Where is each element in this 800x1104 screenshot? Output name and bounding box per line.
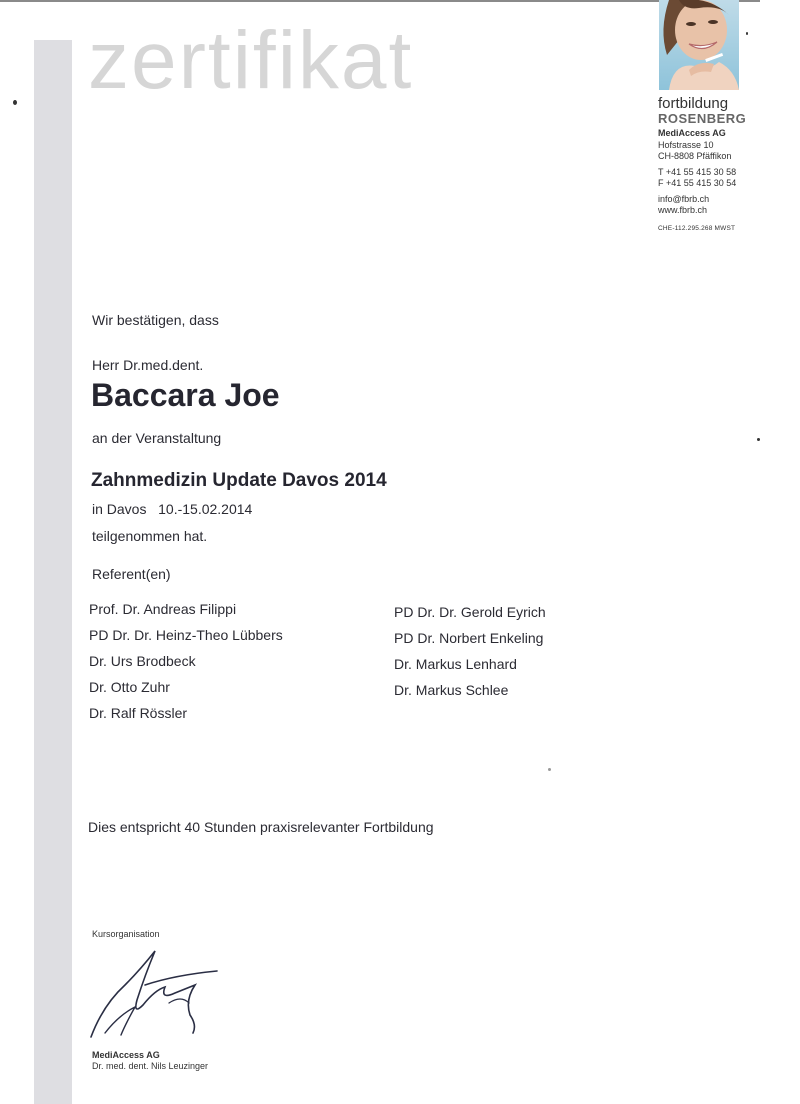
- footer-company: MediAccess AG: [92, 1050, 160, 1060]
- scan-speck: [548, 768, 551, 771]
- sidebar-band: [34, 40, 72, 1104]
- address-company: MediAccess AG: [658, 128, 726, 138]
- referent-item: PD Dr. Dr. Heinz-Theo Lübbers: [89, 627, 283, 643]
- referent-item: Dr. Ralf Rössler: [89, 705, 188, 721]
- referents-right-list: [394, 599, 546, 703]
- certificate-title: zertifikat: [88, 15, 414, 106]
- address-vat: CHE-112.295.268 MWST: [658, 224, 736, 232]
- scan-speck: [746, 32, 748, 35]
- referent-item: PD Dr. Dr. Gerold Eyrich: [394, 604, 546, 620]
- confirm-text: Wir bestätigen, dass: [92, 312, 219, 328]
- referent-item: Dr. Markus Lenhard: [394, 656, 517, 672]
- referent-item: Prof. Dr. Andreas Filippi: [89, 601, 237, 617]
- scan-speck: [757, 438, 760, 441]
- address-email: info@fbrb.ch: [658, 193, 710, 204]
- referent-item: Dr. Markus Schlee: [394, 682, 509, 698]
- participated-text: teilgenommen hat.: [92, 528, 208, 544]
- top-rule: [0, 0, 760, 2]
- address-phone: T +41 55 415 30 58: [658, 166, 737, 177]
- brand-line-rosenberg: ROSENBERG: [658, 111, 747, 126]
- address-fax: F +41 55 415 30 54: [658, 178, 737, 188]
- address-street: Hofstrasse 10: [658, 139, 714, 150]
- referent-item: PD Dr. Norbert Enkeling: [394, 630, 544, 646]
- organisation-label: Kursorganisation: [92, 929, 160, 939]
- footer-signer: Dr. med. dent. Nils Leuzinger: [92, 1061, 209, 1071]
- referent-item: Dr. Otto Zuhr: [89, 679, 170, 695]
- address-city: CH-8808 Pfäffikon: [658, 151, 732, 161]
- brand-logo: [658, 96, 778, 125]
- scan-speck: [13, 100, 17, 105]
- event-location-date: in Davos 10.-15.02.2014: [92, 501, 253, 517]
- participant-name: Baccara Joe: [91, 377, 280, 413]
- referents-left-list: [89, 596, 283, 726]
- address-web: www.fbrb.ch: [658, 205, 708, 215]
- signature: [85, 945, 235, 1050]
- header-photo: [659, 0, 739, 90]
- brand-line-fortbildung: fortbildung: [658, 95, 729, 112]
- address-block: [658, 128, 736, 234]
- event-intro: an der Veranstaltung: [92, 430, 222, 446]
- referent-item: Dr. Urs Brodbeck: [89, 653, 196, 669]
- referents-heading: Referent(en): [92, 566, 171, 582]
- salutation: Herr Dr.med.dent.: [92, 357, 204, 373]
- event-title: Zahnmedizin Update Davos 2014: [91, 470, 387, 491]
- hours-statement: Dies entspricht 40 Stunden praxisrelevanter Fortbildung: [88, 819, 434, 835]
